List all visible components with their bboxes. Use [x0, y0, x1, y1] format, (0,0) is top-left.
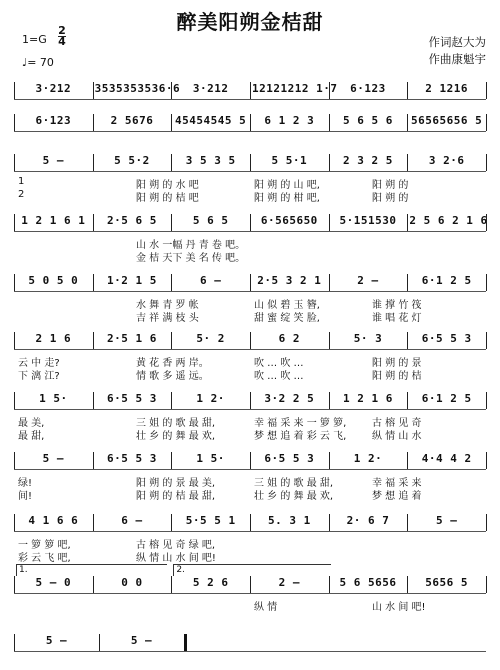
volta-first-ending: 1. — [16, 564, 167, 576]
notation-line — [14, 80, 486, 104]
lyric-line — [14, 176, 486, 189]
measure-notes: 6·5 5 3 — [421, 332, 472, 345]
lyric-segment: 阳 朔 的 — [372, 193, 409, 204]
barline — [14, 392, 15, 409]
lyric-segment: 梦 想 追 着 — [372, 491, 422, 502]
notation-line — [14, 512, 486, 536]
time-numerator: 2 — [58, 24, 66, 37]
measure-notes: 5 – — [45, 634, 68, 647]
measure-notes: 3535353536·6 — [94, 82, 181, 95]
barline — [329, 114, 330, 131]
measure-notes: 3·212 — [35, 82, 72, 95]
lyric-segment: 纵 情 — [254, 602, 278, 613]
barline — [14, 332, 15, 349]
lyric-line — [14, 549, 486, 562]
barline — [486, 452, 487, 469]
notation-line — [14, 330, 486, 354]
lyric-line — [14, 236, 486, 249]
lyric-segment: 梦 想 追 着 彩 云 飞, — [254, 431, 347, 442]
measure-notes: 0 0 — [121, 576, 143, 589]
lyric-segment: 绿! — [18, 478, 33, 489]
measure-notes: 45454545 5 — [175, 114, 247, 127]
measure-notes: 6·5 5 3 — [107, 452, 157, 465]
lyric-segment: 壮 乡 的 舞 最 欢, — [254, 491, 334, 502]
lyric-segment: 吉 祥 满 枝 头 — [136, 313, 199, 324]
lyric-segment: 一 箩 箩 吧, — [18, 540, 71, 551]
measure-notes: 5 – 0 — [35, 576, 72, 589]
measure-notes: 5 2 6 — [192, 576, 229, 589]
barline — [486, 514, 487, 531]
measure-notes: 4·4 4 2 — [421, 452, 472, 465]
lyric-segment: 吹 … 吹 … — [254, 371, 304, 382]
measure-notes: 3 5 3 5 — [185, 154, 236, 167]
measure-notes: 5 – — [42, 452, 65, 465]
measure-notes: 5 – — [42, 154, 65, 167]
measure-notes: 6·1 2 5 — [421, 274, 472, 287]
lyric-segment: 阳 朔 的 景 — [372, 358, 422, 369]
song-title: 醉美阳朔金桔甜 — [176, 10, 324, 34]
measure-notes: 5 5·2 — [114, 154, 150, 167]
measure-notes: 2 1216 — [425, 82, 469, 95]
measure-notes: 6·5 5 3 — [264, 452, 315, 465]
barline — [486, 392, 487, 409]
lyric-segment: 金 桔 天下 美 名 传 吧。 — [136, 253, 246, 264]
barline — [171, 214, 172, 231]
measure-notes: 5 – — [435, 514, 458, 527]
barline — [93, 514, 94, 531]
notation-line — [14, 450, 486, 474]
barline — [329, 214, 330, 231]
barline — [171, 576, 172, 593]
lyric-segment: 下 漓 江? — [18, 371, 60, 382]
notation-line — [14, 390, 486, 414]
lyric-segment: 吹 … 吹 … — [254, 358, 304, 369]
barline — [93, 114, 94, 131]
lyric-segment: 山 似 碧 玉 簪, — [254, 300, 320, 311]
barline — [250, 452, 251, 469]
barline — [171, 514, 172, 531]
measure-notes: 1 5· — [39, 392, 68, 405]
barline — [250, 392, 251, 409]
lyric-segment: 古 榕 见 奇 绿 吧, — [136, 540, 216, 551]
barline — [93, 82, 94, 99]
barline — [250, 114, 251, 131]
lyric-segment: 纵 情 山 水 — [372, 431, 422, 442]
lyric-segment: 壮 乡 的 舞 最 欢, — [136, 431, 216, 442]
measure-notes: 5 6 5656 — [339, 576, 397, 589]
lyric-segment: 黄 花 香 两 岸。 — [136, 358, 209, 369]
measure-notes: 1 5· — [196, 452, 225, 465]
barline — [171, 154, 172, 171]
barline — [486, 332, 487, 349]
barline — [171, 82, 172, 99]
barline — [14, 274, 15, 291]
measure-notes: 2 1 6 — [35, 332, 72, 345]
measure-notes: 2· 6 7 — [346, 514, 390, 527]
lyric-line — [14, 367, 486, 380]
measure-notes: 3·212 — [192, 82, 229, 95]
lyric-line — [14, 487, 486, 500]
barline — [250, 82, 251, 99]
measure-notes: 12121212 1·7 — [252, 82, 338, 95]
barline — [407, 114, 408, 131]
measure-notes: 2 5676 — [110, 114, 154, 127]
measure-notes: 6 1 2 3 — [264, 114, 315, 127]
measure-notes: 1·2 1 5 — [107, 274, 157, 287]
barline — [250, 274, 251, 291]
barline — [486, 154, 487, 171]
barline — [14, 82, 15, 99]
barline — [486, 214, 487, 231]
lyric-line — [14, 354, 486, 367]
measure-notes: 1 2· — [353, 452, 383, 465]
barline — [14, 452, 15, 469]
barline — [407, 452, 408, 469]
measure-notes: 6 2 — [278, 332, 301, 345]
lyric-segment: 水 舞 青 罗 帐 — [136, 300, 199, 311]
key-label: 1=G — [22, 33, 47, 46]
lyric-line — [14, 414, 486, 427]
measure-notes: 5 6 5 6 — [343, 114, 393, 127]
barline — [407, 332, 408, 349]
barline — [14, 576, 15, 593]
measure-notes: 5·5 5 1 — [185, 514, 236, 527]
lyric-segment: 纵 情 山 水 间 吧! — [136, 553, 216, 564]
barline — [171, 392, 172, 409]
measure-notes: 1 2 1 6 — [343, 392, 393, 405]
measure-notes: 6·123 — [35, 114, 72, 127]
measure-notes: 6·565650 — [260, 214, 318, 227]
barline — [171, 332, 172, 349]
notation-line — [14, 112, 486, 136]
barline — [184, 634, 187, 651]
lyric-segment: 阳 朔 的 水 吧 — [136, 180, 199, 191]
lyric-segment: 阳 朔 的 山 吧, — [254, 180, 320, 191]
barline — [14, 154, 15, 171]
measure-notes: 1 2· — [196, 392, 225, 405]
measure-notes: 2·5 1 6 — [107, 332, 157, 345]
measure-notes: 2 5 6 2 1 6 — [409, 214, 488, 227]
key-signature — [22, 33, 47, 46]
lyric-line — [14, 309, 486, 322]
barline — [329, 332, 330, 349]
lyric-line — [14, 598, 486, 611]
lyric-segment: 山 水 间 吧! — [372, 602, 426, 613]
measure-notes: 5 – — [130, 634, 153, 647]
measure-notes: 6 – — [199, 274, 222, 287]
barline — [407, 274, 408, 291]
barline — [329, 274, 330, 291]
barline — [486, 576, 487, 593]
barline — [486, 274, 487, 291]
lyric-segment: 三 姐 的 歌 最 甜, — [136, 418, 216, 429]
lyric-segment: 阳 朔 的 桔 最 甜, — [136, 491, 216, 502]
notation-line — [14, 565, 486, 598]
measure-notes: 3·2 2 5 — [264, 392, 315, 405]
lyric-line — [14, 249, 486, 262]
lyric-segment: 幸 福 采 来 一 箩 箩, — [254, 418, 347, 429]
barline — [407, 392, 408, 409]
barline — [407, 214, 408, 231]
barline — [407, 82, 408, 99]
measure-notes: 5·151530 — [339, 214, 397, 227]
lyric-segment: 彩 云 飞 吧, — [18, 553, 71, 564]
barline — [329, 154, 330, 171]
lyric-segment: 最 美, — [18, 418, 45, 429]
barline — [171, 114, 172, 131]
barline — [93, 154, 94, 171]
barline — [329, 82, 330, 99]
lyric-line — [14, 189, 486, 202]
barline — [250, 514, 251, 531]
lyric-line — [14, 536, 486, 549]
lyric-line — [14, 296, 486, 309]
barline — [329, 392, 330, 409]
measure-notes: 1 2 1 6 1 — [21, 214, 86, 227]
measure-notes: 6·1 2 5 — [421, 392, 472, 405]
barline — [14, 514, 15, 531]
barline — [486, 114, 487, 131]
lyric-segment: 阳 朔 的 景 最 美, — [136, 478, 216, 489]
measure-notes: 4 1 6 6 — [28, 514, 79, 527]
time-denominator: 4 — [58, 35, 66, 48]
lyric-segment: 1 — [18, 176, 25, 187]
barline — [407, 576, 408, 593]
notation-line — [14, 632, 486, 656]
measure-notes: 5 6 5 — [192, 214, 229, 227]
lyric-segment: 阳 朔 的 桔 — [372, 371, 422, 382]
barline — [93, 452, 94, 469]
lyric-segment: 云 中 走? — [18, 358, 60, 369]
barline — [407, 154, 408, 171]
measure-notes: 2·5 6 5 — [107, 214, 157, 227]
barline — [14, 214, 15, 231]
barline — [171, 274, 172, 291]
barline — [329, 514, 330, 531]
barline — [329, 576, 330, 593]
measure-notes: 6·123 — [350, 82, 386, 95]
measure-notes: 5656 5 — [425, 576, 469, 589]
lyric-segment: 幸 福 采 来 — [372, 478, 422, 489]
barline — [93, 214, 94, 231]
lyric-segment: 谁 撑 竹 筏 — [372, 300, 422, 311]
barline — [171, 452, 172, 469]
barline — [14, 114, 15, 131]
barline — [250, 332, 251, 349]
measure-notes: 5 5·1 — [271, 154, 308, 167]
lyric-segment: 2 — [18, 189, 25, 200]
measure-notes: 5· 2 — [196, 332, 225, 345]
barline — [93, 274, 94, 291]
barline — [93, 576, 94, 593]
lyric-segment: 情 歌 多 遥 远。 — [136, 371, 209, 382]
measure-notes: 3 2·6 — [428, 154, 465, 167]
barline — [250, 576, 251, 593]
lyric-segment: 间! — [18, 491, 33, 502]
barline — [99, 634, 100, 651]
lyric-segment: 阳 朔 的 — [372, 180, 409, 191]
volta-second-ending: 2. — [173, 564, 330, 576]
composer-credit: 作曲康魁宇 — [428, 52, 486, 66]
lyric-segment: 阳 朔 的 桔 吧 — [136, 193, 199, 204]
notation-line — [14, 212, 486, 236]
lyric-line — [14, 474, 486, 487]
measure-notes: 6 – — [121, 514, 143, 527]
notation-line — [14, 272, 486, 296]
barline — [93, 332, 94, 349]
lyric-segment: 最 甜, — [18, 431, 45, 442]
lyric-segment: 山 水 一幅 丹 青 卷 吧。 — [136, 240, 246, 251]
measure-notes: 5 0 5 0 — [28, 274, 79, 287]
lyric-segment: 古 榕 见 奇 — [372, 418, 422, 429]
barline — [250, 154, 251, 171]
barline — [407, 514, 408, 531]
lyric-segment: 阳 朔 的 柑 吧, — [254, 193, 320, 204]
time-signature — [58, 26, 66, 47]
tempo-mark: ♩= 70 — [22, 56, 54, 69]
notation-line — [14, 152, 486, 176]
measure-notes: 56565656 5 — [411, 114, 483, 127]
barline — [14, 634, 15, 651]
measure-notes: 5· 3 — [353, 332, 383, 345]
lyric-segment: 谁 唱 花 灯 — [372, 313, 422, 324]
measure-notes: 2·5 3 2 1 — [257, 274, 322, 287]
measure-notes: 2 – — [278, 576, 301, 589]
measure-notes: 2 3 2 5 — [343, 154, 393, 167]
barline — [329, 452, 330, 469]
lyricist-credit: 作词赵大为 — [428, 35, 486, 49]
barline — [250, 214, 251, 231]
barline — [486, 82, 487, 99]
lyric-segment: 三 姐 的 歌 最 甜, — [254, 478, 334, 489]
lyric-segment: 甜 蜜 绽 笑 脸, — [254, 313, 320, 324]
measure-notes: 5. 3 1 — [267, 514, 311, 527]
measure-notes: 2 – — [357, 274, 379, 287]
measure-notes: 6·5 5 3 — [107, 392, 157, 405]
lyric-line — [14, 427, 486, 440]
barline — [93, 392, 94, 409]
